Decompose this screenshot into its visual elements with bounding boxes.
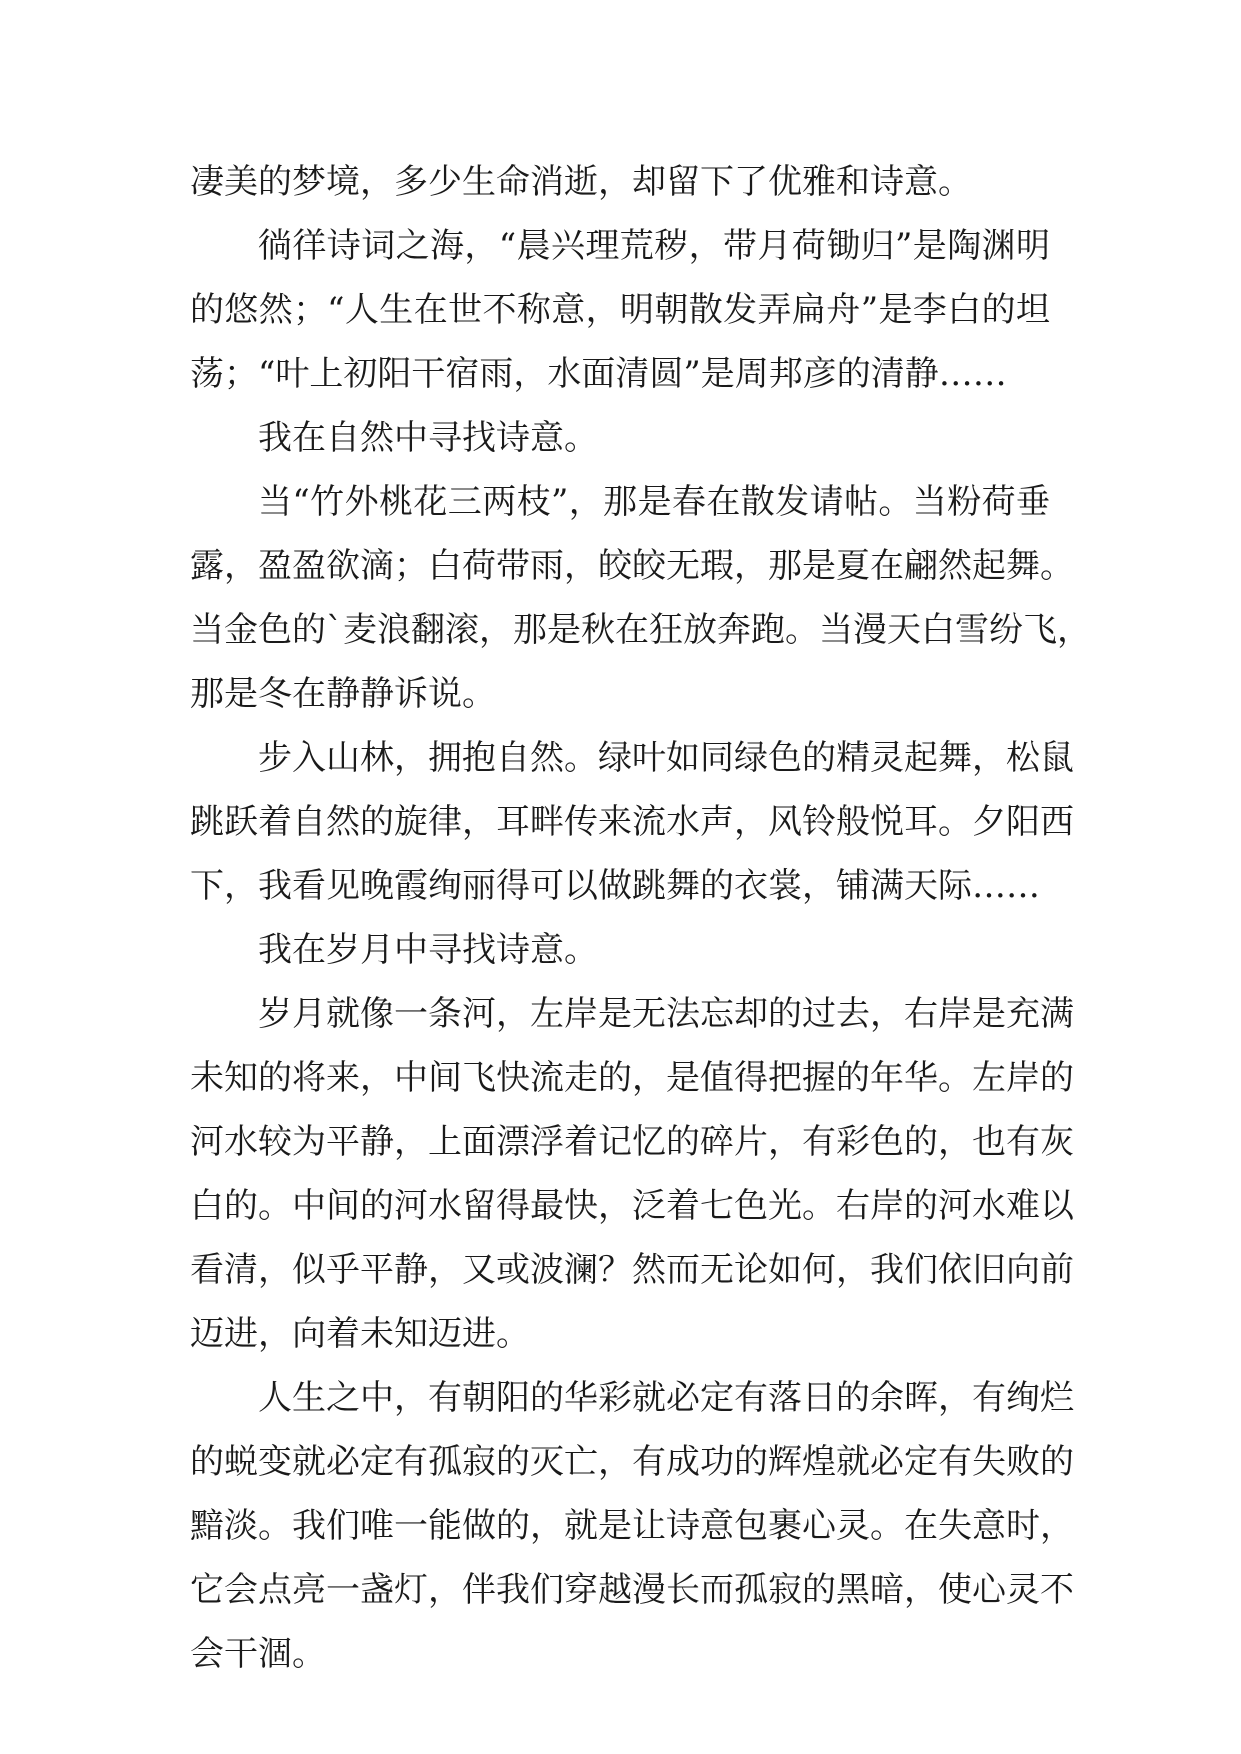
paragraph-first-line: 步入山林，拥抱自然。绿叶如同绿色的精灵起舞，松鼠	[258, 738, 1074, 778]
text-line: 黯淡。我们唯一能做的，就是让诗意包裹心灵。在失意时，	[190, 1506, 1074, 1546]
paragraph-first-line: 人生之中，有朝阳的华彩就必定有落日的余晖，有绚烂	[258, 1378, 1074, 1418]
text-line: 荡；“叶上初阳干宿雨，水面清圆”是周邦彦的清静……	[190, 354, 1007, 394]
paragraph-first-line: 当“竹外桃花三两枝”，那是春在散发请帖。当粉荷垂	[258, 482, 1050, 522]
paragraph-first-line: 岁月就像一条河，左岸是无法忘却的过去，右岸是充满	[258, 994, 1074, 1034]
text-line: 当金色的`麦浪翻滚，那是秋在狂放奔跑。当漫天白雪纷飞，	[190, 610, 1091, 650]
text-line: 看清，似乎平静，又或波澜？然而无论如何，我们依旧向前	[190, 1250, 1074, 1290]
text-line: 跳跃着自然的旋律，耳畔传来流水声，风铃般悦耳。夕阳西	[190, 802, 1074, 842]
text-line: 未知的将来，中间飞快流走的，是值得把握的年华。左岸的	[190, 1058, 1074, 1098]
text-line: 它会点亮一盏灯，伴我们穿越漫长而孤寂的黑暗，使心灵不	[190, 1570, 1074, 1610]
text-line: 的悠然；“人生在世不称意，明朝散发弄扁舟”是李白的坦	[190, 290, 1050, 330]
text-line: 迈进，向着未知迈进。	[190, 1314, 530, 1354]
text-line: 下，我看见晚霞绚丽得可以做跳舞的衣裳，铺满天际……	[190, 866, 1040, 906]
text-line: 凄美的梦境，多少生命消逝，却留下了优雅和诗意。	[190, 162, 972, 202]
text-line: 白的。中间的河水留得最快，泛着七色光。右岸的河水难以	[190, 1186, 1074, 1226]
document-body	[190, 150, 1091, 1686]
text-line: 会干涸。	[190, 1634, 326, 1674]
text-line: 的蜕变就必定有孤寂的灭亡，有成功的辉煌就必定有失败的	[190, 1442, 1074, 1482]
section-heading-line: 我在自然中寻找诗意。	[258, 418, 598, 458]
text-line: 露，盈盈欲滴；白荷带雨，皎皎无瑕，那是夏在翩然起舞。	[190, 546, 1074, 586]
text-line: 那是冬在静静诉说。	[190, 674, 496, 714]
section-heading-line: 我在岁月中寻找诗意。	[258, 930, 598, 970]
paragraph-first-line: 徜徉诗词之海，“晨兴理荒秽，带月荷锄归”是陶渊明	[258, 226, 1050, 266]
text-line: 河水较为平静，上面漂浮着记忆的碎片，有彩色的，也有灰	[190, 1122, 1074, 1162]
